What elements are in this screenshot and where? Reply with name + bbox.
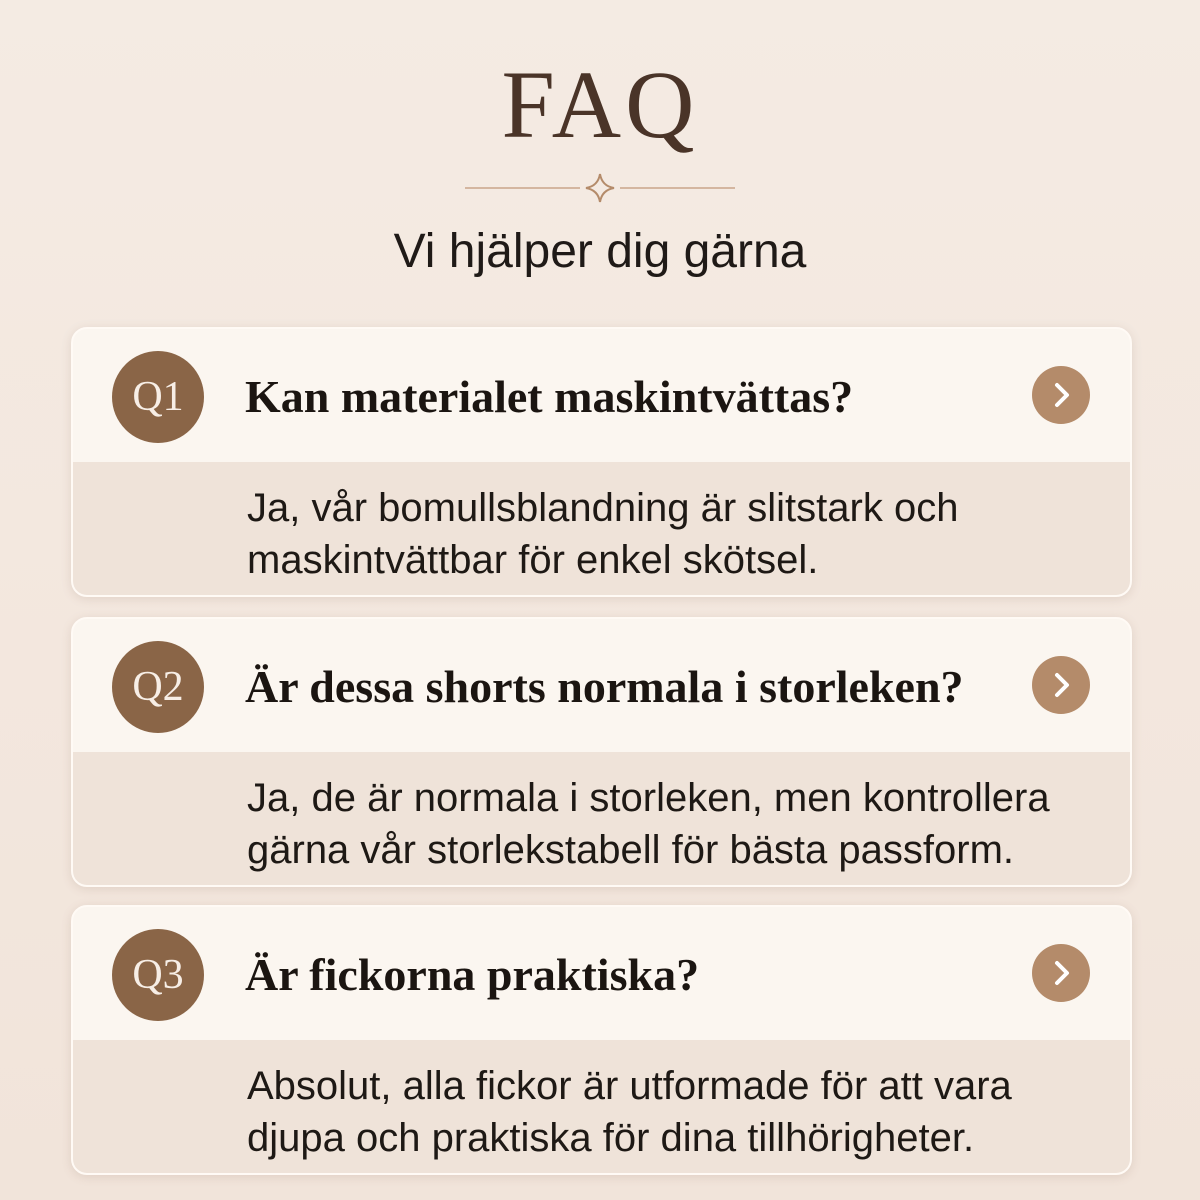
- expand-button[interactable]: [1032, 944, 1090, 1002]
- chevron-right-icon: [1032, 656, 1090, 714]
- expand-button[interactable]: [1032, 366, 1090, 424]
- faq-question-row[interactable]: [73, 907, 1130, 1040]
- question-number-badge: Q3: [112, 929, 204, 1021]
- faq-answer: Absolut, alla fickor är utformade för att vara djupa och praktiska för dina tillhörigheter.: [247, 1064, 1012, 1160]
- faq-question-row[interactable]: [73, 619, 1130, 752]
- faq-item-2: [71, 617, 1132, 887]
- faq-answer-panel: [73, 1040, 1130, 1173]
- faq-item-1: [71, 327, 1132, 597]
- title-divider: [465, 173, 735, 203]
- sparkle-icon: [586, 174, 614, 202]
- question-number-badge: Q1: [112, 351, 204, 443]
- faq-answer-panel: [73, 462, 1130, 595]
- faq-question: Är dessa shorts normala i storleken?: [245, 661, 964, 712]
- faq-answer-panel: [73, 752, 1130, 885]
- faq-answer: Ja, vår bomullsblandning är slitstark och maskintvättbar för enkel skötsel.: [247, 486, 959, 582]
- faq-item-3: [71, 905, 1132, 1175]
- chevron-right-icon: [1032, 944, 1090, 1002]
- faq-question: Kan materialet maskintvättas?: [245, 371, 854, 422]
- page-title: FAQ: [501, 51, 699, 158]
- page-subtitle: Vi hjälper dig gärna: [393, 225, 807, 278]
- faq-answer: Ja, de är normala i storleken, men kontrollera gärna vår storlekstabell för bästa passform.: [247, 776, 1050, 872]
- faq-question: Är fickorna praktiska?: [245, 949, 700, 1000]
- question-number-badge: Q2: [112, 641, 204, 733]
- chevron-right-icon: [1032, 366, 1090, 424]
- expand-button[interactable]: [1032, 656, 1090, 714]
- faq-question-row[interactable]: [73, 329, 1130, 462]
